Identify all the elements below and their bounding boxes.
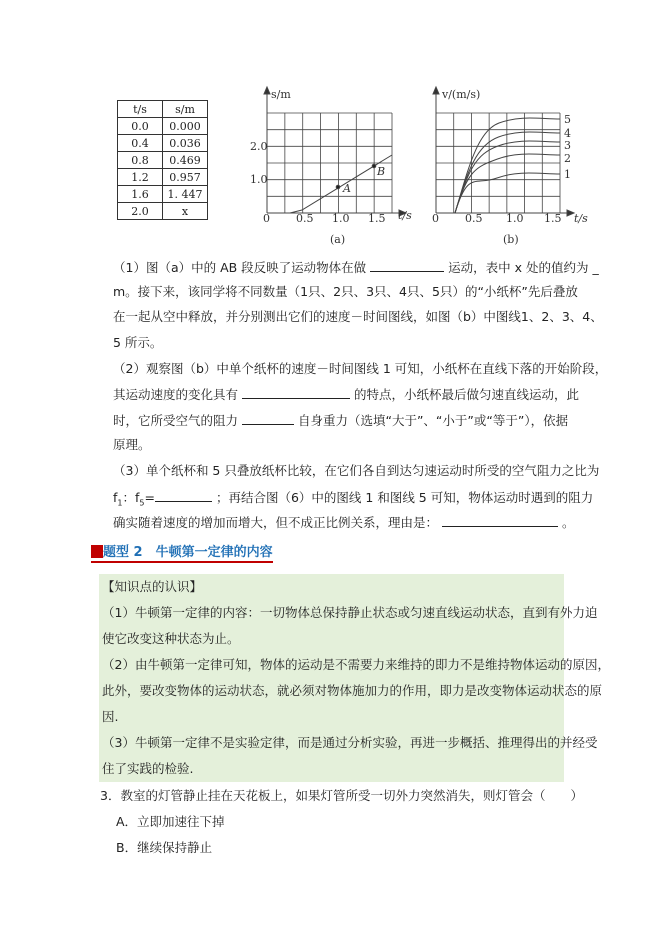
cell: 0.036 [163, 135, 208, 152]
knowledge-title: 【知识点的认识】 [102, 579, 203, 594]
q-line-11: 确实随着速度的增加而增大，但不成正比例关系，理由是： 。 [113, 515, 575, 530]
curve-label: 1 [564, 168, 571, 181]
cell: 0.4 [118, 135, 163, 152]
graph-a-ytick: 1.0 [250, 173, 268, 186]
q-line-1: （1）图（a）中的 AB 段反映了运动物体在做 运动，表中 x 处的值约为 _ [113, 260, 599, 275]
answer-blank-1[interactable] [370, 259, 444, 272]
q-line-6: 其运动速度的变化具有 的特点，小纸杯最后做匀速直线运动，此 [113, 387, 579, 402]
q-line-3: 在一起从空中释放，并分别测出它们的速度－时间图线，如图（b）中图线1、2、3、4、 [113, 309, 603, 324]
q-line-5: （2）观察图（b）中单个纸杯的速度－时间图线 1 可知，小纸杯在直线下落的开始阶段， [113, 361, 608, 376]
cell: 1. 447 [163, 186, 208, 203]
knowledge-line: 使它改变这种状态为止。 [102, 631, 240, 646]
graph-b-xtick: 0.5 [465, 212, 483, 225]
graph-b-ylabel: v/(m/s) [442, 88, 481, 101]
cell: 0.469 [163, 152, 208, 169]
knowledge-line: 此外，要改变物体的运动状态，就必须对物体施加力的作用，即力是改变物体运动状态的原 [102, 683, 603, 698]
graph-a-caption: (a) [330, 233, 346, 246]
red-square-icon [91, 545, 103, 558]
curve-label: 4 [564, 127, 571, 140]
cell: 1.2 [118, 169, 163, 186]
graph-a-xtick: 1.5 [368, 212, 386, 225]
arrow-icon [567, 210, 574, 216]
answer-blank-3[interactable] [242, 412, 294, 425]
graph-b-xtick: 1.0 [506, 212, 524, 225]
cell: 2.0 [118, 203, 163, 220]
header-s: s/m [163, 101, 208, 118]
graph-b-xtick: 1.5 [544, 212, 562, 225]
q-line-9: （3）单个纸杯和 5 只叠放纸杯比较，在它们各自到达匀速运动时所受的空气阻力之比为 [113, 463, 600, 478]
figures [0, 0, 661, 250]
curve-label: 2 [564, 152, 571, 165]
graph-a-xtick: 1.0 [332, 212, 350, 225]
cell: 0.957 [163, 169, 208, 186]
q-line-10: $f_1$：$f_5=$ ；再结合图（6）中的图线 1 和图线 5 可知，物体运动时遇到的阻力 [113, 490, 594, 508]
cell: 0.000 [163, 118, 208, 135]
cell: 0.8 [118, 152, 163, 169]
point-a-label: A [343, 182, 351, 195]
point-b [372, 164, 376, 168]
graph-a-xtick: 0.5 [296, 212, 314, 225]
graph-a-ylabel: s/m [271, 88, 291, 101]
knowledge-line: 住了实践的检验. [102, 761, 194, 776]
graph-a-xtick: 0 [263, 212, 270, 225]
graph-b-xlabel: t/s [574, 212, 588, 225]
arrow-icon [433, 87, 439, 94]
curve-label: 5 [564, 113, 571, 126]
graph-b [433, 87, 574, 216]
v-t-curve [455, 132, 560, 213]
section-heading: 题型 2 牛顿第一定律的内容 [91, 541, 273, 563]
s-t-line [290, 155, 392, 213]
arrow-icon [264, 87, 270, 94]
graph-a [264, 87, 406, 216]
cell: 1.6 [118, 186, 163, 203]
v-t-curve [455, 141, 560, 213]
option-a[interactable]: A．立即加速往下掉 [116, 814, 225, 829]
graph-a-xlabel: t/s [398, 209, 412, 222]
v-t-curve [455, 173, 560, 213]
graph-b-caption: (b) [503, 233, 519, 246]
q-line-2: m。接下来，该同学将不同数量（1只、2只、3只、4只、5只）的“小纸杯”先后叠放 [113, 284, 578, 299]
option-b[interactable]: B．继续保持静止 [116, 840, 213, 855]
q-line-4: 5 所示。 [113, 335, 163, 350]
point-a [336, 185, 340, 189]
answer-blank-2[interactable] [242, 386, 350, 399]
header-t: t/s [118, 101, 163, 118]
question-3-stem: 3．教室的灯管静止挂在天花板上，如果灯管所受一切外力突然消失，则灯管会（ ） [100, 788, 583, 803]
knowledge-line: 因. [102, 709, 119, 724]
answer-blank-4[interactable] [155, 489, 212, 502]
cell: 0.0 [118, 118, 163, 135]
knowledge-line: （3）牛顿第一定律不是实验定律，而是通过分析实验，再进一步概括、推理得出的并经受 [102, 735, 598, 750]
q-line-8: 原理。 [113, 437, 151, 452]
knowledge-line: （2）由牛顿第一定律可知，物体的运动是不需要力来维持的即力不是维持物体运动的原因， [102, 657, 610, 672]
graph-a-ytick: 2.0 [250, 140, 268, 153]
q-line-7: 时，它所受空气的阻力 自身重力（选填“大于”、“小于”或“等于”），依据 [113, 413, 569, 428]
curve-label: 3 [564, 139, 571, 152]
point-b-label: B [377, 165, 386, 178]
cell: x [163, 203, 208, 220]
knowledge-line: （1）牛顿第一定律的内容：一切物体总保持静止状态或匀速直线运动状态，直到有外力迫 [102, 605, 598, 620]
answer-blank-5[interactable] [442, 514, 558, 527]
graph-b-xtick: 0 [432, 212, 439, 225]
